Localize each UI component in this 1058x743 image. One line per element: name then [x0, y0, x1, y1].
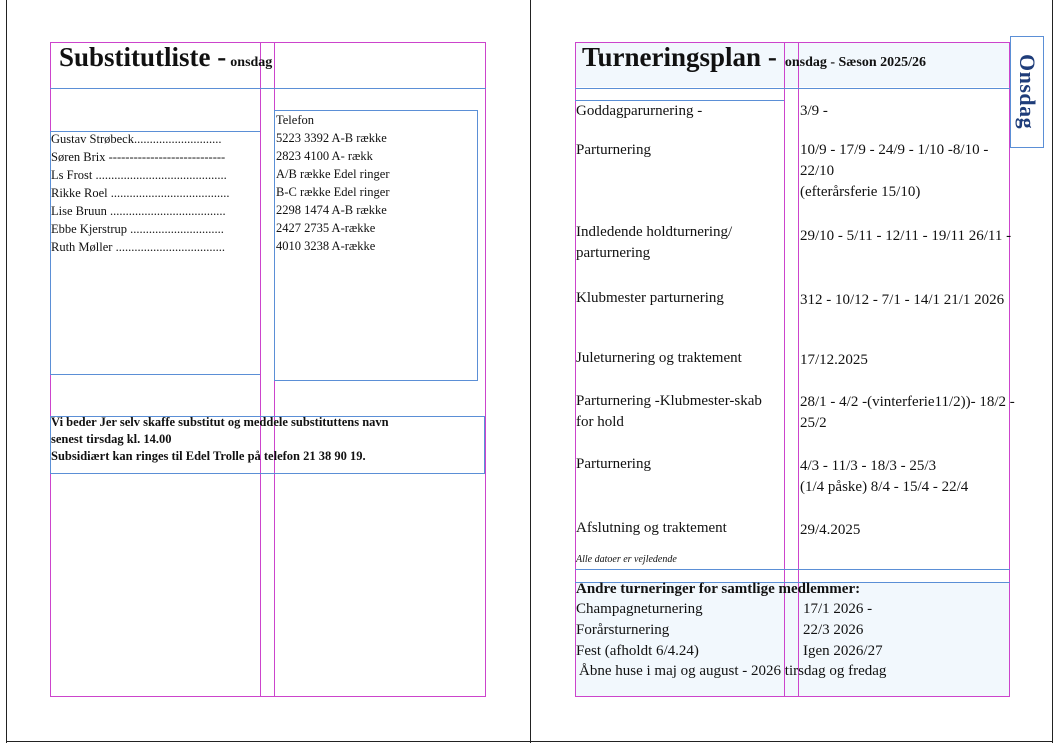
day-tab [1010, 36, 1044, 148]
schedule-label: Afslutning og traktement [576, 520, 727, 536]
other-tournament-label: Fest (afholdt 6/4.24) [576, 643, 699, 659]
phone-list [276, 111, 390, 255]
other-tournament-dates: 22/3 2026 [803, 622, 864, 638]
notice-line: Subsidiært kan ringes til Edel Trolle på telefon 21 38 90 19. [51, 449, 366, 463]
left-title-rule [50, 88, 486, 89]
substitute-name: Lise Bruun ..................................... [51, 204, 226, 218]
substitute-phone: B-C række Edel ringer [276, 185, 390, 199]
page-divider [530, 0, 531, 743]
substitute-phone: 2427 2735 A-række [276, 221, 376, 235]
substitute-phone: A/B række Edel ringer [276, 167, 390, 181]
schedule-dates: 4/3 - 11/3 - 18/3 - 25/3 (1/4 påske) 8/4 - 15/4 - 22/4 [800, 458, 969, 495]
substitute-list-title: Substitutliste - [59, 42, 227, 72]
schedule-label: Parturnering -Klubmester-skab for hold [576, 393, 762, 430]
page-border-left [6, 0, 7, 743]
other-tournament-label: Champagneturnering [576, 601, 703, 617]
day-tab-label: Onsdag [1015, 54, 1040, 130]
schedule-dates: 17/12.2025 [800, 352, 868, 368]
page-border-bottom [6, 741, 1053, 742]
schedule-label: Juleturnering og traktement [576, 350, 742, 366]
other-tournament-dates: Igen 2026/27 [803, 643, 883, 659]
left-column-guide-1 [260, 42, 261, 697]
schedule-dates: 28/1 - 4/2 -(vinterferie11/2))- 18/2 - 25/2 [800, 394, 1015, 431]
schedule-dates: 3/9 - [800, 103, 828, 119]
substitute-name: Ls Frost .......................................... [51, 168, 227, 182]
right-title-rule [575, 88, 1010, 89]
schedule-label: Parturnering [576, 456, 651, 472]
substitute-name: Ruth Møller ................................... [51, 240, 225, 254]
schedule-label: Parturnering [576, 142, 651, 158]
tournament-plan-season: onsdag - Sæson 2025/26 [784, 55, 927, 70]
substitute-name: Ebbe Kjerstrup .............................. [51, 222, 224, 236]
substitute-phone: 4010 3238 A-række [276, 239, 376, 253]
other-tournament-dates: 17/1 2026 - [803, 601, 873, 617]
right-disclaimer-rule [575, 569, 1010, 570]
substitute-list-day: onsdag [230, 55, 273, 70]
phone-header: Telefon [276, 113, 314, 127]
schedule-dates: 312 - 10/12 - 7/1 - 14/1 21/1 2026 [800, 292, 1005, 308]
notice-line: Vi beder Jer selv skaffe substitut og meddele substituttens navn [51, 415, 389, 429]
schedule-label: Indledende holdturnering/ parturnering [576, 224, 733, 261]
schedule-dates: 10/9 - 17/9 - 24/9 - 1/10 -8/10 - 22/10 (efterårsferie 15/10) [800, 142, 989, 200]
schedule-label: Klubmester parturnering [576, 290, 724, 306]
schedule-label: Goddagparurnering - [576, 103, 703, 119]
substitute-phone: 5223 3392 A-B række [276, 131, 387, 145]
substitute-phone: 2823 4100 A- rækk [276, 149, 373, 163]
other-tournaments-header: Andre turneringer for samtlige medlemmer: [576, 581, 861, 597]
tournament-plan-title: Turneringsplan - [582, 42, 777, 72]
notice-text [51, 414, 389, 465]
disclaimer-text: Alle datoer er vejledende [576, 554, 677, 565]
substitute-phone: 2298 1474 A-B række [276, 203, 387, 217]
left-page-title [59, 42, 272, 73]
schedule-dates: 29/10 - 5/11 - 12/11 - 19/11 26/11 - [800, 228, 1012, 244]
schedule-dates: 29/4.2025 [800, 522, 861, 538]
substitute-name: Rikke Roel ...................................... [51, 186, 230, 200]
page-border-right [1052, 0, 1053, 743]
substitute-names-list [51, 130, 229, 256]
substitute-name: Gustav Strøbeck............................ [51, 132, 222, 146]
right-page-title [582, 42, 926, 73]
open-house-text: Åbne huse i maj og august - 2026 tirsdag og fredag [579, 663, 887, 679]
notice-line: senest tirsdag kl. 14.00 [51, 432, 172, 446]
substitute-name: Søren Brix ---------------------------- [51, 150, 226, 164]
other-tournament-label: Forårsturnering [576, 622, 670, 638]
